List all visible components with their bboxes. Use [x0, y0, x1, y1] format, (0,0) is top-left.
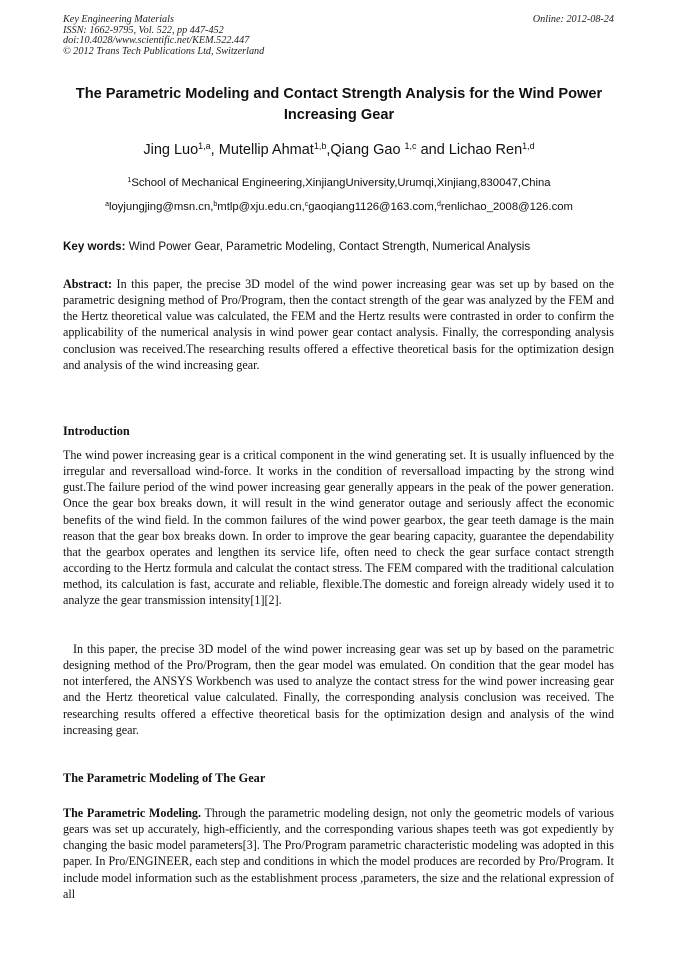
affiliation: [60, 177, 618, 189]
abstract: [63, 276, 614, 373]
introduction-paragraph-1: The wind power increasing gear is a critical component in the wind generating set. It is usually influenced by the irregular and reversalload wind-force. It works in the condition of reversalload impacting by the strong wind gust.The failure period of the wind power increasing gear generally appears in the peak of the power generation. Once the gear box breaks down, it will result in the wind generator outage and seriously affect the economic benefits of the wind field. In the common failures of the wind power gearbox, the gear teeth damage is the main reason that the gear box breaks down. In order to improve the gear bearing capacity, guarantee the dependability that the gearbox operates and lengthen its service life, often need to check the gear surface contact strength according to the Hertz formula and calculat the contact stress. The FEM compared with the traditional calculation method, its calculation is fast, accurate and reliable, flexible.The domestic and foreign already widely used it to analyze the gear transmission intensity[1][2].: [63, 448, 614, 608]
author-affil-mark: 1,d: [522, 140, 535, 151]
subsection-label: The Parametric Modeling.: [63, 806, 201, 820]
journal-issn: ISSN: 1662-9795, Vol. 522, pp 447-452: [63, 24, 224, 36]
author-separator: and: [416, 142, 449, 158]
affiliation-text: School of Mechanical Engineering,XinjiangUniversity,Urumqi,Xinjiang,830047,China: [131, 177, 551, 189]
email-address: renlichao_2008@126.com: [440, 201, 573, 213]
parametric-modeling-paragraph: [63, 805, 614, 902]
online-date: Online: 2012-08-24: [532, 14, 614, 25]
author-name: Mutellip Ahmat: [218, 142, 314, 158]
email-mark: a: [105, 200, 109, 208]
keywords-text: Wind Power Gear, Parametric Modeling, Contact Strength, Numerical Analysis: [125, 240, 531, 253]
keywords: [63, 240, 615, 253]
abstract-label: Abstract:: [63, 277, 113, 291]
email-mark: d: [436, 200, 441, 208]
author-list: [60, 142, 618, 158]
author-name: Jing Luo: [143, 142, 199, 158]
paper-title: The Parametric Modeling and Contact Strength Analysis for the Wind Power Increasing Gear: [75, 86, 603, 123]
author-separator: ,: [326, 142, 331, 158]
author-emails: [60, 201, 618, 213]
author-affil-mark: 1,c: [404, 140, 417, 151]
author-name: Qiang Gao: [330, 142, 405, 158]
author-affil-mark: 1,b: [313, 140, 327, 151]
introduction-paragraph-2: In this paper, the precise 3D model of the wind power increasing gear was set up by based on the parametric designing method of the Pro/Program, then the gear model was emulated. On condition that the gear model has not interfered, the ANSYS Workbench was used to analyze the contact stress for the wind power increasing gear and the Hertz theoretical value calculated. Finally, the corresponding analysis conclusion was received. The researching results offered a effective theoretical basis for the optimization design and analysis of the wind increasing gear.: [63, 642, 614, 737]
email-address: loyjungjing@msn.cn,: [108, 201, 214, 213]
author-separator: ,: [210, 142, 219, 158]
journal-doi: doi:10.4028/www.scientific.net/KEM.522.447: [63, 35, 250, 47]
affiliation-mark: 1: [127, 176, 132, 184]
section-heading-parametric-modeling: The Parametric Modeling of The Gear: [63, 771, 266, 785]
email-address: mtlp@xju.edu.cn,: [217, 201, 305, 213]
section-heading-introduction: Introduction: [63, 424, 130, 438]
journal-copyright: © 2012 Trans Tech Publications Ltd, Switzerland: [63, 45, 265, 57]
email-address: gaoqiang1126@163.com,: [308, 201, 437, 213]
keywords-label: Key words:: [63, 240, 126, 253]
abstract-text: In this paper, the precise 3D model of the wind power increasing gear was set up by based on the parametric designing method of Pro/Program, then the contact strength of the gear was analyzed by the FEM and the Hertz theoretical value was calculated, the FEM and the Hertz results were contrasted in order to confirm the applicability of the numerical analysis in wind power gear contact analysis. Finally, the corresponding analysis conclusion was received.The researching results offered a effective theoretical basis for the optimization design and analysis of the wind increasing gear.: [63, 277, 614, 372]
email-mark: b: [213, 200, 218, 208]
author-affil-mark: 1,a: [198, 140, 211, 151]
author-name: Lichao Ren: [448, 142, 523, 158]
journal-name: Key Engineering Materials: [63, 14, 174, 25]
email-mark: c: [304, 200, 309, 208]
subsection-text: Through the parametric modeling design, not only the geometric models of various gears was set up accurately, high-efficiently, and the corresponding various shapes teeth was got expediently by changing the basic model parameters[3]. The Pro/Program parametric characteristic modeling was adopted in this paper. In Pro/ENGINEER, each step and conditions in which the model produces are recorded by Pro/Program. It include model information such as the establishment process ,parameters, the size and the relational expression of all: [63, 806, 614, 901]
journal-header: [63, 15, 393, 57]
